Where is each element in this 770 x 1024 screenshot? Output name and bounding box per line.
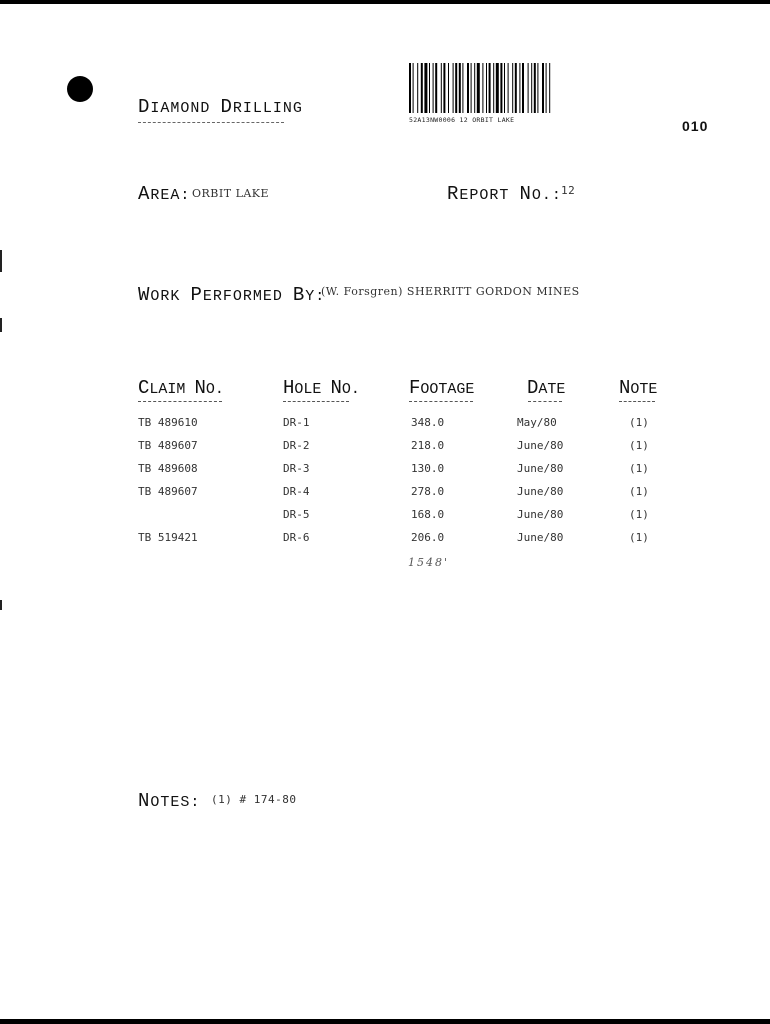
report-number-label: REPORT NO.:: [447, 183, 562, 205]
notes-value: (1) # 174-80: [211, 793, 297, 806]
note-ref: (1): [629, 439, 649, 452]
hole-number: DR-1: [283, 416, 310, 429]
note-ref: (1): [629, 462, 649, 475]
work-performed-value: (W. Forsgren) SHERRITT GORDON MINES: [321, 285, 580, 298]
column-underline: [283, 401, 349, 402]
date: June/80: [517, 485, 564, 498]
column-header-footage: FOOTAGE: [409, 377, 475, 399]
document-title: DIAMOND DRILLING: [138, 96, 303, 118]
hole-punch-mark: [67, 76, 93, 102]
hole-number: DR-4: [283, 485, 310, 498]
note-ref: (1): [629, 416, 649, 429]
column-header-hole: HOLE NO.: [283, 377, 360, 399]
footage: 168.0: [411, 508, 445, 521]
claim-number: TB 489610: [138, 416, 198, 429]
column-underline: [619, 401, 655, 402]
barcode-icon: [409, 63, 627, 113]
note-ref: (1): [629, 508, 649, 521]
footage: 218.0: [411, 439, 445, 452]
work-performed-label: WORK PERFORMED BY:: [138, 284, 326, 306]
column-header-claim: CLAIM NO.: [138, 377, 224, 399]
column-underline: [409, 401, 473, 402]
footage: 206.0: [411, 531, 445, 544]
column-header-date: DATE: [527, 377, 566, 399]
handwritten-total: 1548': [408, 556, 450, 569]
claim-number: TB 519421: [138, 531, 198, 544]
barcode-caption: 52A13NW0006 12 ORBIT LAKE: [409, 116, 515, 124]
date: June/80: [517, 439, 564, 452]
claim-number: TB 489608: [138, 462, 198, 475]
scan-edge-mark: [0, 600, 2, 610]
date: June/80: [517, 462, 564, 475]
area-value: ORBIT LAKE: [192, 187, 270, 200]
date: June/80: [517, 531, 564, 544]
claim-number: TB 489607: [138, 439, 198, 452]
scan-bottom-border: [0, 1019, 770, 1024]
hole-number: DR-6: [283, 531, 310, 544]
note-ref: (1): [629, 531, 649, 544]
scan-edge-mark: [0, 250, 2, 272]
hole-number: DR-2: [283, 439, 310, 452]
hole-number: DR-3: [283, 462, 310, 475]
report-number-value: 12: [561, 184, 576, 197]
hole-number: DR-5: [283, 508, 310, 521]
column-underline: [528, 401, 562, 402]
page-code: 010: [682, 118, 709, 134]
title-underline: [138, 122, 284, 123]
column-header-note: NOTE: [619, 377, 658, 399]
date: May/80: [517, 416, 557, 429]
area-label: AREA:: [138, 183, 191, 205]
scan-edge-mark: [0, 318, 2, 332]
footage: 130.0: [411, 462, 445, 475]
date: June/80: [517, 508, 564, 521]
footage: 348.0: [411, 416, 445, 429]
claim-number: TB 489607: [138, 485, 198, 498]
footage: 278.0: [411, 485, 445, 498]
scan-top-border: [0, 0, 770, 4]
notes-label: NOTES:: [138, 790, 201, 812]
column-underline: [138, 401, 222, 402]
note-ref: (1): [629, 485, 649, 498]
